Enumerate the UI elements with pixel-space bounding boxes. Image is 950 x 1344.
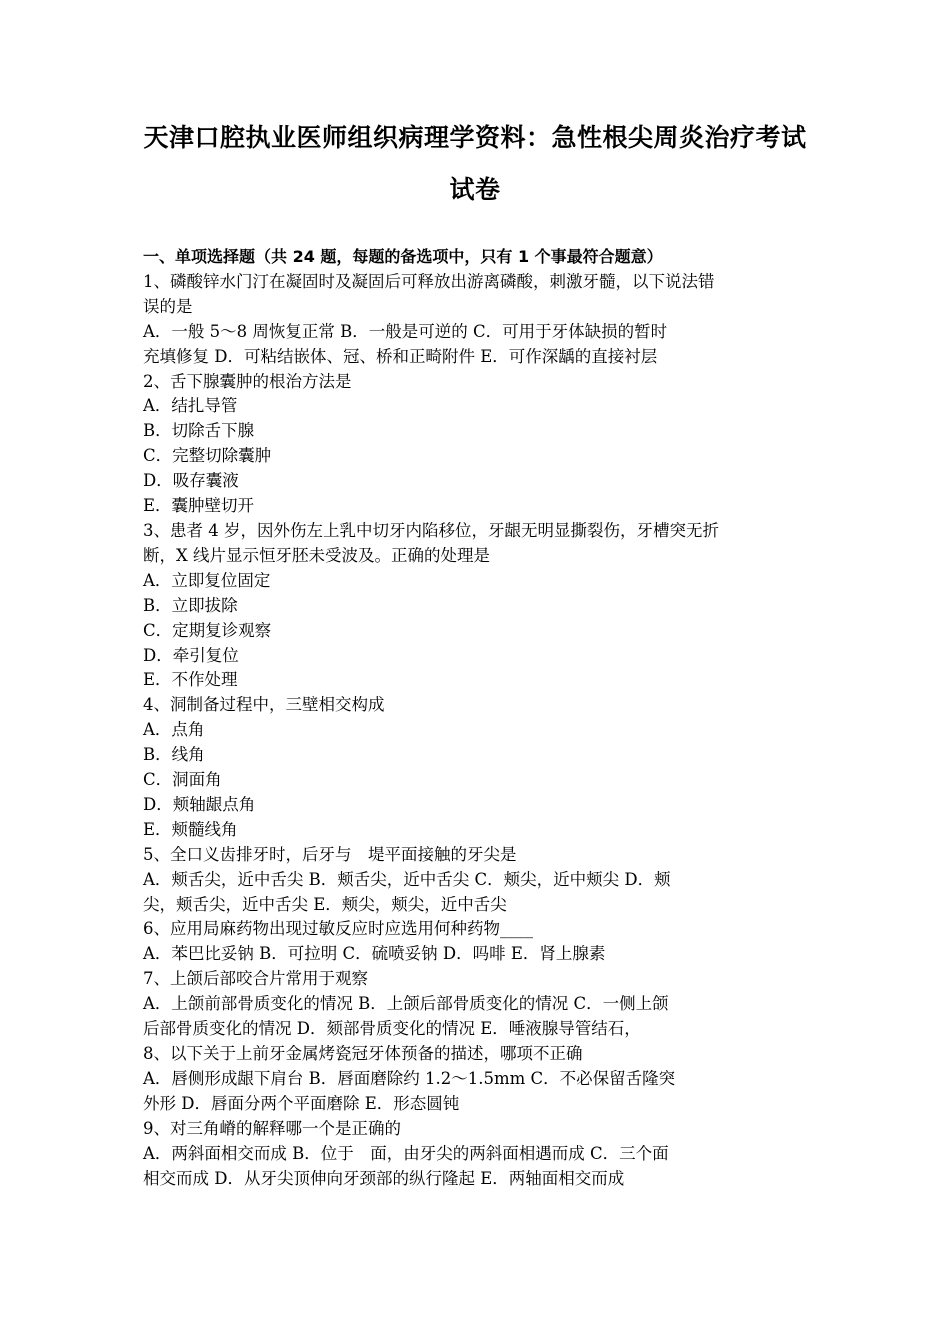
question-stem: 6、应用局麻药物出现过敏反应时应选用何种药物____ — [143, 919, 533, 939]
question-options: 尖，颊舌尖，近中舌尖 E．颊尖，颊尖，近中舌尖 — [143, 894, 507, 914]
question-stem: 1、磷酸锌水门汀在凝固时及凝固后可释放出游离磷酸，刺激牙髓，以下说法错 — [143, 271, 715, 291]
option-c: C．完整切除囊肿 — [143, 446, 272, 466]
question-4 — [143, 693, 807, 842]
question-stem: 断，X 线片显示恒牙胚未受波及。正确的处理是 — [143, 545, 490, 565]
question-options: A．苯巴比妥钠 B．可拉明 C．硫喷妥钠 D．吗啡 E．肾上腺素 — [143, 944, 606, 964]
option-d: D．颊轴龈点角 — [143, 794, 256, 814]
option-a: A．立即复位固定 — [143, 570, 271, 590]
question-options: 后部骨质变化的情况 D．颏部骨质变化的情况 E．唾液腺导管结石， — [143, 1019, 641, 1039]
question-5 — [143, 843, 807, 918]
option-a: A．结扎导管 — [143, 396, 238, 416]
section-heading: 一、单项选择题（共 24 题，每题的备选项中，只有 1 个事最符合题意） — [143, 247, 663, 266]
question-stem: 误的是 — [143, 296, 193, 316]
title-line-2: 试卷 — [449, 175, 501, 204]
question-options: A．唇侧形成龈下肩台 B．唇面磨除约 1.2～1.5mm C．不必保留舌隆突 — [143, 1068, 676, 1088]
question-8 — [143, 1042, 807, 1117]
title-line-1: 天津口腔执业医师组织病理学资料：急性根尖周炎治疗考试 — [143, 123, 807, 152]
question-stem: 9、对三角嵴的解释哪一个是正确的 — [143, 1118, 401, 1138]
question-options: 充填修复 D．可粘结嵌体、冠、桥和正畸附件 E．可作深龋的直接衬层 — [143, 346, 658, 366]
question-options: A．上颌前部骨质变化的情况 B．上颌后部骨质变化的情况 C．一侧上颌 — [143, 994, 669, 1014]
question-6 — [143, 917, 807, 967]
option-a: A．点角 — [143, 720, 205, 740]
question-options: A．两斜面相交而成 B．位于 面，由牙尖的两斜面相遇而成 C．三个面 — [143, 1143, 669, 1163]
option-b: B．切除舌下腺 — [143, 421, 255, 441]
option-b: B．线角 — [143, 745, 205, 765]
option-e: E．颊髓线角 — [143, 819, 238, 839]
option-e: E．囊肿壁切开 — [143, 496, 255, 516]
question-9 — [143, 1117, 807, 1192]
question-options: A．颊舌尖，近中舌尖 B．颊舌尖，近中舌尖 C．颊尖，近中颊尖 D．颊 — [143, 869, 671, 889]
question-options: 外形 D．唇面分两个平面磨除 E．形态圆钝 — [143, 1093, 460, 1113]
question-7 — [143, 967, 807, 1042]
question-stem: 7、上颌后部咬合片常用于观察 — [143, 969, 368, 989]
option-e: E．不作处理 — [143, 670, 238, 690]
question-stem: 4、洞制备过程中，三壁相交构成 — [143, 695, 385, 715]
option-d: D．吸存囊液 — [143, 471, 239, 491]
question-1 — [143, 270, 807, 370]
document-title — [143, 112, 807, 216]
option-c: C．定期复诊观察 — [143, 620, 272, 640]
question-stem: 5、全口义齿排牙时，后牙与 堤平面接触的牙尖是 — [143, 844, 517, 864]
question-3 — [143, 519, 807, 693]
question-stem: 3、患者 4 岁，因外伤左上乳中切牙内陷移位，牙龈无明显撕裂伤，牙槽突无折 — [143, 520, 719, 540]
option-c: C．洞面角 — [143, 770, 222, 790]
question-2 — [143, 370, 807, 519]
question-options: A．一般 5～8 周恢复正常 B．一般是可逆的 C．可用于牙体缺损的暂时 — [143, 321, 668, 341]
option-b: B．立即拔除 — [143, 595, 238, 615]
question-options: 相交而成 D．从牙尖顶伸向牙颈部的纵行隆起 E．两轴面相交而成 — [143, 1168, 625, 1188]
question-stem: 2、舌下腺囊肿的根治方法是 — [143, 371, 352, 391]
question-stem: 8、以下关于上前牙金属烤瓷冠牙体预备的描述，哪项不正确 — [143, 1044, 583, 1063]
option-d: D．牵引复位 — [143, 645, 239, 665]
document-body — [143, 245, 807, 1191]
